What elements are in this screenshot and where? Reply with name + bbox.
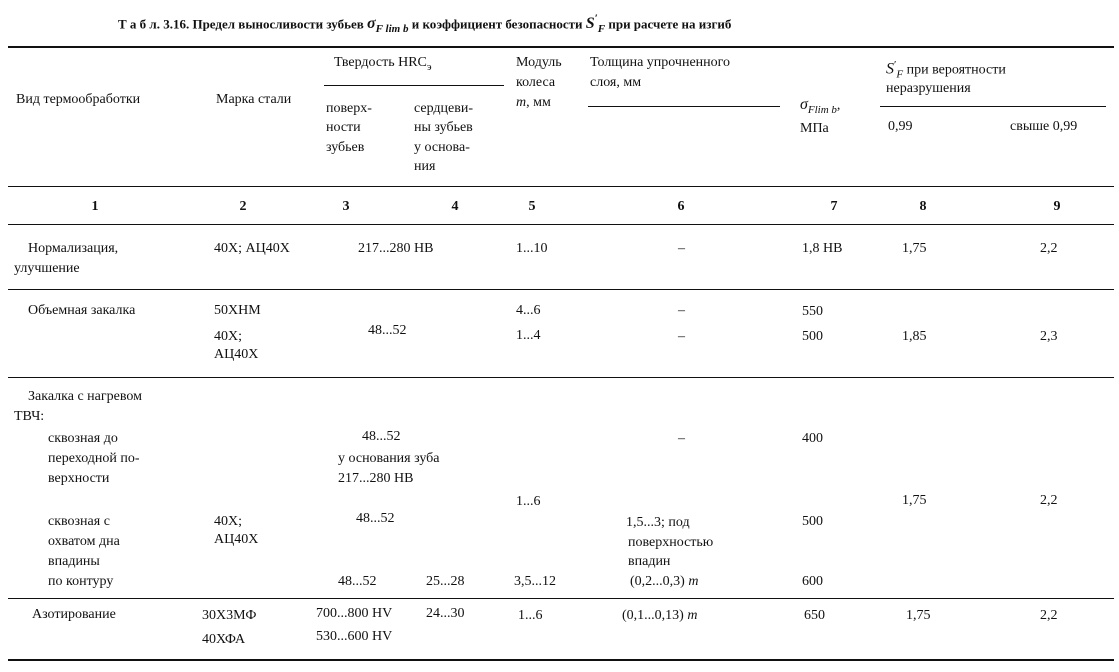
header-core-4: ния bbox=[414, 159, 436, 174]
hf-sub1-1: сквозная до bbox=[48, 431, 118, 446]
hf-sub3-core: 25...28 bbox=[426, 574, 465, 589]
vol-steel-2b: АЦ40Х bbox=[214, 347, 259, 362]
vol-module-1: 4...6 bbox=[516, 303, 541, 318]
vol-hardness: 48...52 bbox=[368, 323, 407, 338]
header-p1: 0,99 bbox=[888, 119, 913, 134]
hf-sub1-hardness-2: у основания зуба bbox=[338, 451, 440, 466]
hf-sub2-layer-3: впадин bbox=[628, 554, 671, 569]
vol-module-2: 1...4 bbox=[516, 328, 541, 343]
nitr-steel-1: 30Х3МФ bbox=[202, 608, 257, 623]
colnum-8: 8 bbox=[919, 199, 927, 214]
colnum-2: 2 bbox=[239, 199, 247, 214]
hf-sub3-surface: 48...52 bbox=[338, 574, 377, 589]
title-sigma: $\sigma_{F lim b}$ bbox=[367, 15, 409, 36]
header-surface-1: поверх- bbox=[326, 101, 372, 116]
header-module-1: Модуль bbox=[516, 55, 562, 70]
rule-layer bbox=[588, 106, 780, 107]
header-core-3: у основа- bbox=[414, 140, 470, 155]
nitr-surface-1: 700...800 HV bbox=[316, 606, 393, 621]
colnum-9: 9 bbox=[1053, 199, 1061, 214]
header-steel: Марка стали bbox=[216, 92, 292, 107]
nitr-module: 1...6 bbox=[518, 608, 543, 623]
hf-sub2-layer-2: поверхностью bbox=[628, 535, 714, 550]
hf-sf2: 2,2 bbox=[1040, 493, 1058, 508]
hf-sub3-module: 3,5...12 bbox=[514, 574, 556, 589]
colnum-6: 6 bbox=[677, 199, 685, 214]
hf-sub2-layer-1: 1,5...3; под bbox=[626, 515, 690, 530]
nitr-surface-2: 530...600 HV bbox=[316, 629, 393, 644]
colnum-4: 4 bbox=[451, 199, 459, 214]
header-surface-3: зубьев bbox=[326, 140, 365, 155]
table-title bbox=[118, 10, 731, 38]
rule-row-2 bbox=[8, 377, 1114, 378]
header-module-3: m, мм bbox=[516, 95, 551, 110]
norm-layer: – bbox=[678, 241, 685, 256]
norm-type-1: Нормализация, bbox=[28, 241, 119, 256]
header-module-2: колеса bbox=[516, 75, 556, 90]
rule-hardness bbox=[324, 85, 504, 86]
norm-sigma: 1,8 НВ bbox=[802, 241, 843, 256]
nitr-type: Азотирование bbox=[32, 607, 116, 622]
hf-sub1-3: верхности bbox=[48, 471, 110, 486]
norm-hardness: 217...280 НВ bbox=[358, 241, 434, 256]
hf-sub1-2: переходной по- bbox=[48, 451, 140, 466]
nitr-layer: (0,1...0,13) m bbox=[622, 608, 698, 623]
hf-sub2-1: сквозная с bbox=[48, 514, 110, 529]
hf-sub3-layer: (0,2...0,3) m bbox=[630, 574, 699, 589]
header-sigma: $\sigma_{Flim b}$, bbox=[800, 96, 841, 116]
header-hardness: Твердость $HRC_э$ bbox=[334, 55, 432, 73]
norm-steel: 40Х; АЦ40Х bbox=[214, 241, 290, 256]
title-text-2: и коэффициент безопасности bbox=[411, 16, 583, 32]
nitr-sigma: 650 bbox=[804, 608, 825, 623]
hf-type-2: ТВЧ: bbox=[14, 409, 45, 424]
norm-module: 1...10 bbox=[516, 241, 548, 256]
rule-sf bbox=[880, 106, 1106, 107]
hf-sub2-2: охватом дна bbox=[48, 534, 120, 549]
vol-layer-1: – bbox=[678, 303, 685, 318]
hf-sub1-layer: – bbox=[678, 431, 685, 446]
hf-module: 1...6 bbox=[516, 494, 541, 509]
hf-sub2-steel-1: 40Х; bbox=[214, 514, 242, 529]
vol-sigma-2: 500 bbox=[802, 329, 823, 344]
hf-sub1-hardness-3: 217...280 НВ bbox=[338, 471, 414, 486]
vol-sf1: 1,85 bbox=[902, 329, 927, 344]
vol-layer-2: – bbox=[678, 329, 685, 344]
title-text-1: Предел выносливости зубьев bbox=[192, 16, 364, 32]
vol-steel-2a: 40Х; bbox=[214, 329, 242, 344]
header-core-2: ны зубьев bbox=[414, 120, 473, 135]
hf-sub2-hardness: 48...52 bbox=[356, 511, 395, 526]
rule-numbers-bottom bbox=[8, 224, 1114, 225]
vol-sigma-1: 550 bbox=[802, 304, 823, 319]
colnum-1: 1 bbox=[91, 199, 99, 214]
vol-steel-1: 50ХНМ bbox=[214, 303, 261, 318]
header-core-1: сердцеви- bbox=[414, 101, 474, 116]
hf-sub3: по контуру bbox=[48, 574, 114, 589]
colnum-7: 7 bbox=[830, 199, 838, 214]
norm-type-2: улучшение bbox=[14, 261, 80, 276]
nitr-sf1: 1,75 bbox=[906, 608, 931, 623]
header-surface-2: ности bbox=[326, 120, 361, 135]
header-sf-2: неразрушения bbox=[886, 81, 971, 96]
nitr-steel-2: 40ХФА bbox=[202, 632, 246, 647]
title-s: $S'_F$ bbox=[585, 13, 606, 36]
header-p2: свыше 0,99 bbox=[1010, 119, 1078, 134]
header-sigma-unit: МПа bbox=[800, 121, 829, 136]
nitr-sf2: 2,2 bbox=[1040, 608, 1058, 623]
rule-bottom bbox=[8, 659, 1114, 661]
norm-sf1: 1,75 bbox=[902, 241, 927, 256]
hf-sub1-sigma: 400 bbox=[802, 431, 823, 446]
hf-sub2-steel-2: АЦ40Х bbox=[214, 532, 259, 547]
rule-row-1 bbox=[8, 289, 1114, 290]
header-layer-1: Толщина упрочненного bbox=[590, 55, 731, 70]
header-layer-2: слоя, мм bbox=[590, 75, 642, 90]
rule-header-bottom bbox=[8, 186, 1114, 187]
title-text-3: при расчете на изгиб bbox=[608, 16, 732, 32]
vol-sf2: 2,3 bbox=[1040, 329, 1058, 344]
rule-row-3 bbox=[8, 598, 1114, 599]
norm-sf2: 2,2 bbox=[1040, 241, 1058, 256]
colnum-3: 3 bbox=[342, 199, 350, 214]
hf-sub2-sigma: 500 bbox=[802, 514, 823, 529]
hf-sf1: 1,75 bbox=[902, 493, 927, 508]
rule-top bbox=[8, 46, 1114, 48]
hf-sub3-sigma: 600 bbox=[802, 574, 823, 589]
hf-sub2-3: впадины bbox=[48, 554, 100, 569]
header-treatment: Вид термообработки bbox=[16, 92, 141, 107]
header-sf: $S'_F$ при вероятности bbox=[886, 59, 1006, 81]
hf-type-1: Закалка с нагревом bbox=[28, 389, 142, 404]
nitr-core: 24...30 bbox=[426, 606, 465, 621]
table-number: Т а б л. 3.16. bbox=[118, 16, 190, 32]
colnum-5: 5 bbox=[528, 199, 536, 214]
hf-sub1-hardness-1: 48...52 bbox=[362, 429, 401, 444]
vol-type: Объемная закалка bbox=[28, 303, 136, 318]
